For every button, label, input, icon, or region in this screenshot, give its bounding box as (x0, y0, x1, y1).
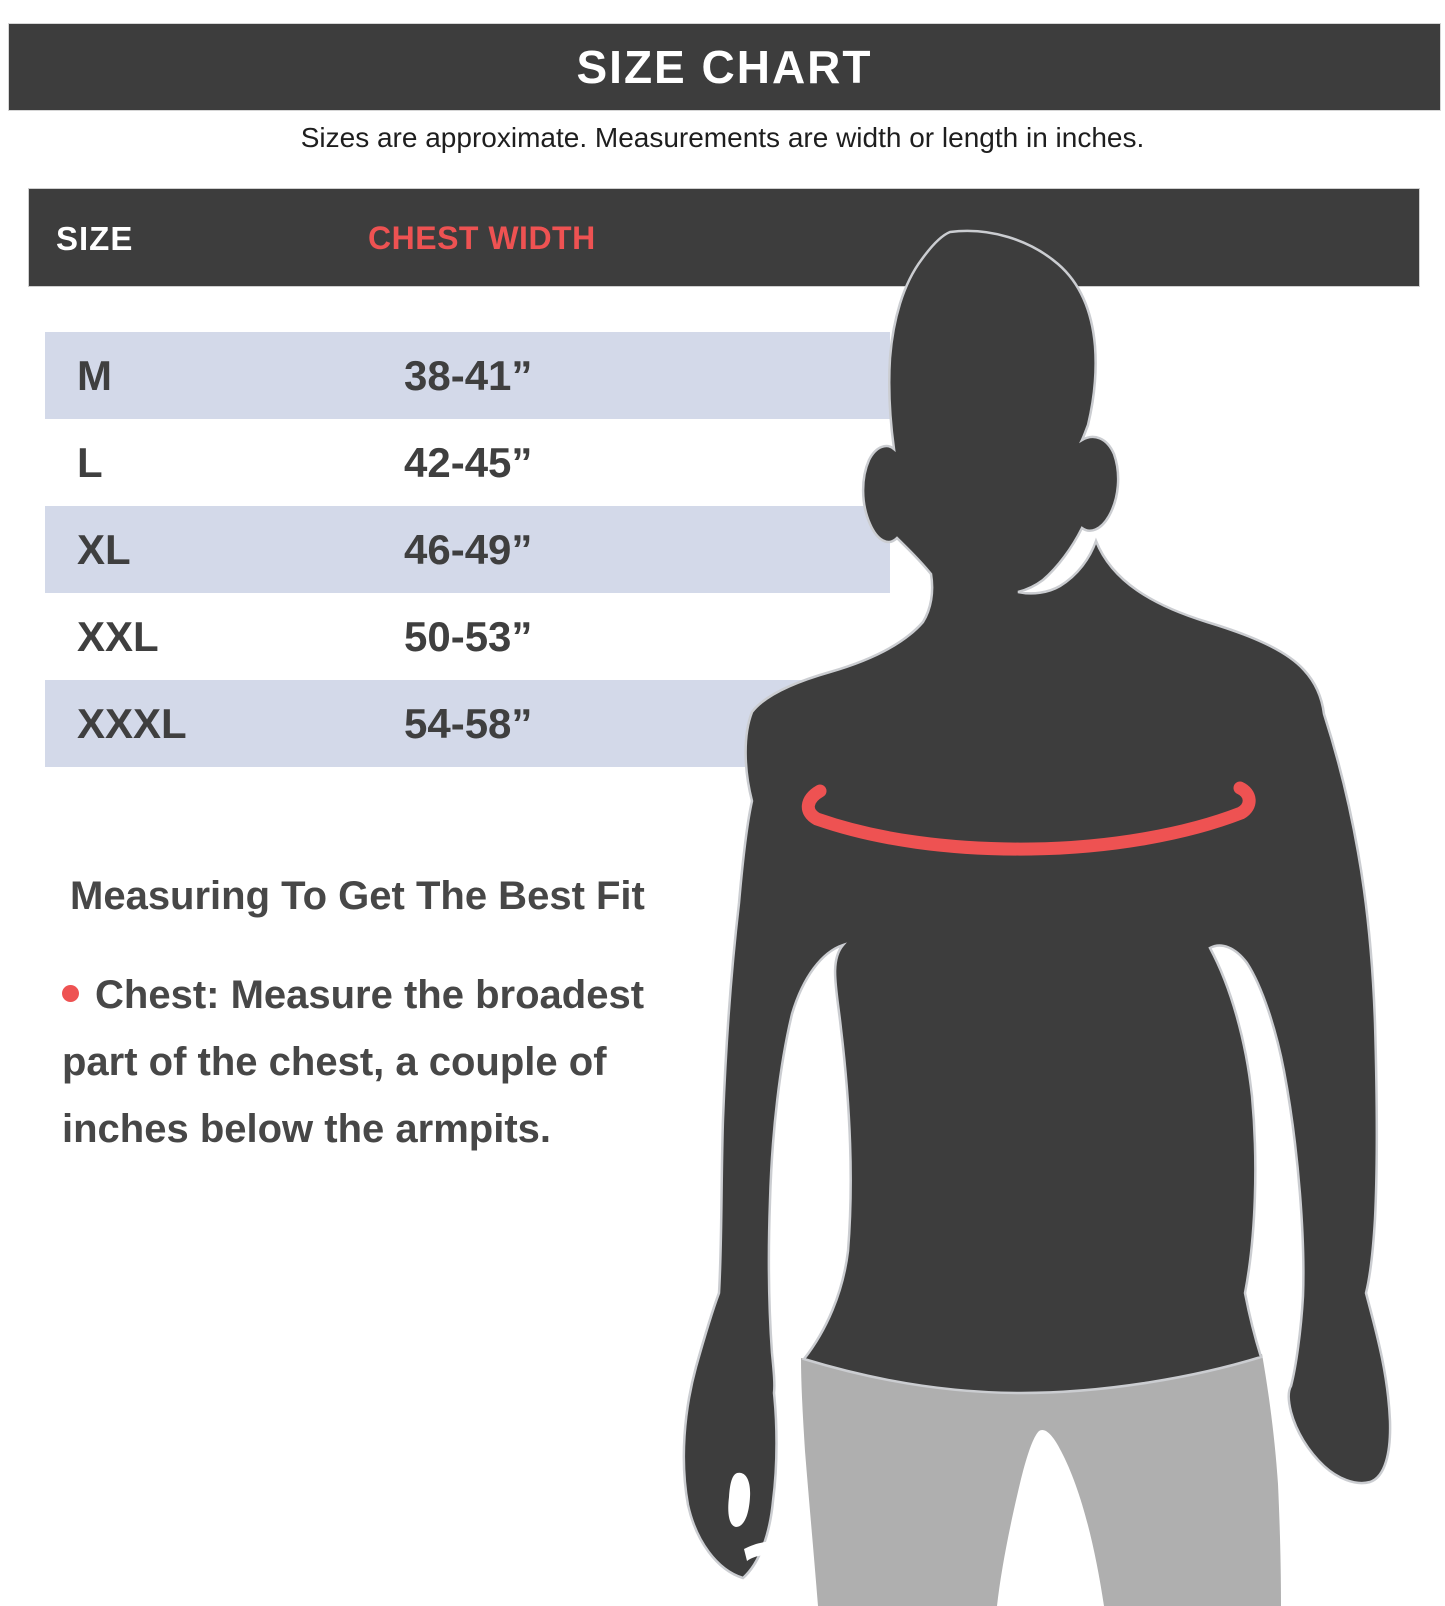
row-chest-value: 38-41” (404, 352, 533, 399)
instruction-line: part of the chest, a couple of (62, 1040, 607, 1084)
right-thumb-gap (1290, 1444, 1311, 1486)
chest-tape-icon (808, 788, 1249, 849)
row-size-label: XXXL (77, 700, 187, 747)
instruction-text: Chest: Measure the broadest (95, 973, 645, 1017)
instruction-line: inches below the armpits. (62, 1107, 552, 1151)
instruction-line (62, 962, 722, 1029)
page-title: SIZE CHART (576, 41, 873, 93)
row-size-label: XL (77, 526, 131, 573)
top-banner (8, 23, 1441, 111)
column-header-size: SIZE (56, 220, 134, 257)
table-row (45, 332, 890, 419)
subtitle-text: Sizes are approximate. Measurements are width or length in inches. (300, 122, 1145, 153)
row-size-label: L (77, 439, 103, 486)
column-header-chest-width: CHEST WIDTH (368, 220, 596, 256)
chest-instruction (62, 962, 722, 1163)
row-chest-value: 46-49” (404, 526, 533, 573)
size-table (45, 332, 890, 767)
table-header-band (28, 188, 1420, 287)
measuring-heading: Measuring To Get The Best Fit (70, 874, 645, 918)
row-chest-value: 54-58” (404, 700, 533, 747)
row-chest-value: 42-45” (404, 439, 533, 486)
pants-shape (801, 1354, 1281, 1606)
row-chest-value: 50-53” (404, 613, 533, 660)
left-thumb-gap (728, 1473, 750, 1527)
row-size-label: XXL (77, 613, 159, 660)
table-row (45, 680, 890, 767)
table-row (45, 506, 890, 593)
table-row (45, 593, 890, 680)
bullet-dot-icon (62, 985, 79, 1002)
table-row (45, 419, 890, 506)
left-finger-notch (744, 1542, 779, 1561)
row-size-label: M (77, 352, 112, 399)
